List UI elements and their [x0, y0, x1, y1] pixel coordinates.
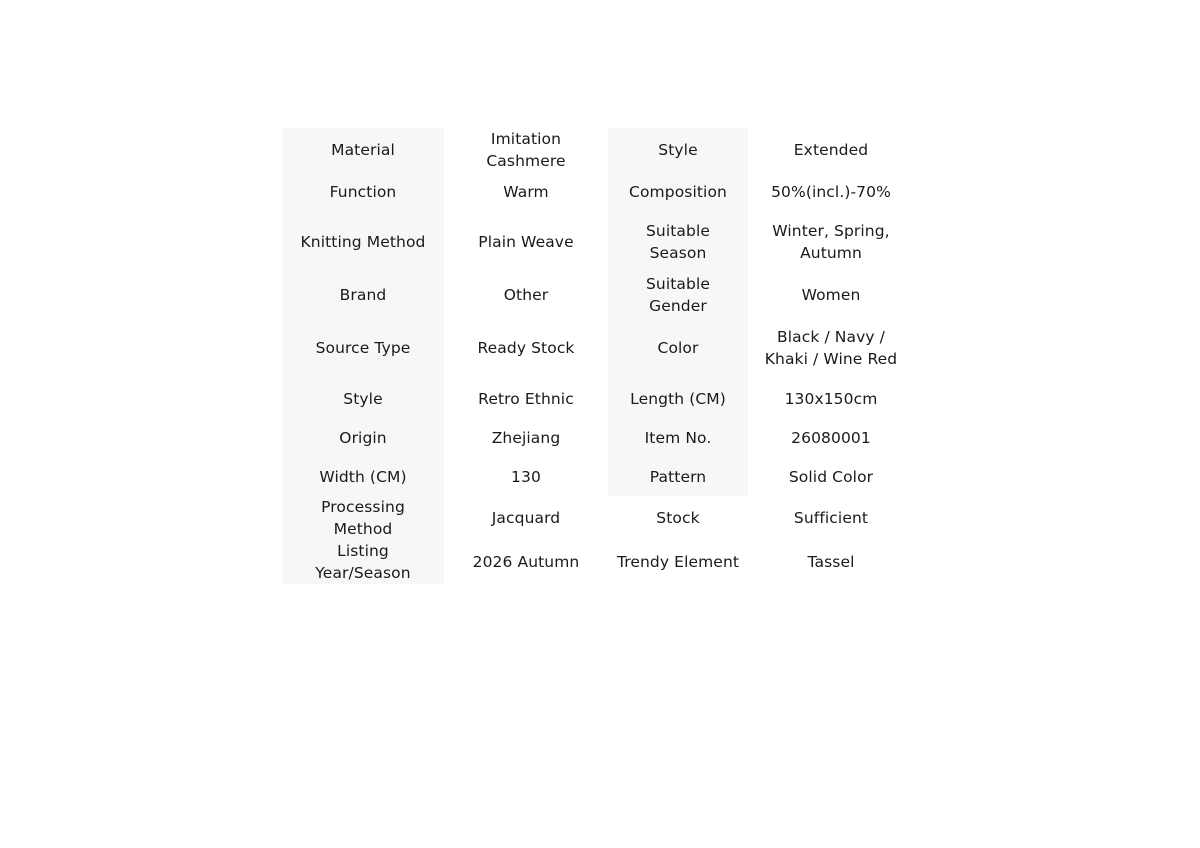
spec-label: Processing Method	[282, 496, 444, 540]
spec-value: Warm	[503, 182, 549, 201]
spec-value: Ready Stock	[477, 339, 575, 357]
spec-label: Brand	[282, 273, 444, 317]
spec-value: Sufficient	[793, 509, 869, 527]
spec-row	[282, 128, 914, 172]
spec-value: 50%(incl.)-70%	[771, 182, 891, 201]
spec-label: Material	[282, 128, 444, 172]
spec-value: Winter, Spring, Autumn	[772, 222, 890, 262]
spec-row	[282, 496, 914, 540]
spec-value: Other	[503, 286, 549, 304]
spec-label: Length (CM)	[608, 379, 748, 418]
spec-label: Item No.	[608, 418, 748, 457]
spec-row	[282, 418, 914, 457]
spec-row	[282, 172, 914, 211]
spec-row	[282, 317, 914, 379]
spec-label: Knitting Method	[282, 211, 444, 273]
spec-label: Color	[608, 317, 748, 379]
spec-row	[282, 273, 914, 317]
spec-value: 130x150cm	[784, 389, 878, 408]
spec-label: Listing Year/Season	[282, 540, 444, 584]
spec-row	[282, 457, 914, 496]
spec-value: Zhejiang	[491, 428, 561, 447]
spec-label: Style	[608, 128, 748, 172]
spec-label: Style	[282, 379, 444, 418]
spec-label: Function	[282, 172, 444, 211]
spec-value: Plain Weave	[478, 233, 574, 251]
spec-value: Jacquard	[491, 509, 561, 527]
spec-row	[282, 379, 914, 418]
spec-label: Source Type	[282, 317, 444, 379]
spec-label: Width (CM)	[282, 457, 444, 496]
spec-value: Retro Ethnic	[478, 389, 574, 408]
spec-label: Origin	[282, 418, 444, 457]
spec-value: Women	[801, 286, 861, 304]
spec-value: Tassel	[807, 553, 855, 571]
product-spec-table	[282, 128, 914, 584]
spec-label: Suitable Season	[608, 211, 748, 273]
spec-value: Black / Navy / Khaki / Wine Red	[764, 328, 898, 368]
spec-label: Pattern	[608, 457, 748, 496]
spec-value: 2026 Autumn	[472, 553, 580, 571]
spec-label: Suitable Gender	[608, 273, 748, 317]
spec-label: Trendy Element	[608, 540, 748, 584]
spec-label: Stock	[608, 496, 748, 540]
spec-value: Extended	[793, 141, 869, 159]
spec-row	[282, 211, 914, 273]
spec-row	[282, 540, 914, 584]
spec-value: 130	[511, 467, 541, 486]
spec-value: Imitation Cashmere	[486, 130, 566, 170]
spec-value: 26080001	[791, 428, 871, 447]
spec-label: Composition	[608, 172, 748, 211]
spec-value: Solid Color	[788, 467, 874, 486]
